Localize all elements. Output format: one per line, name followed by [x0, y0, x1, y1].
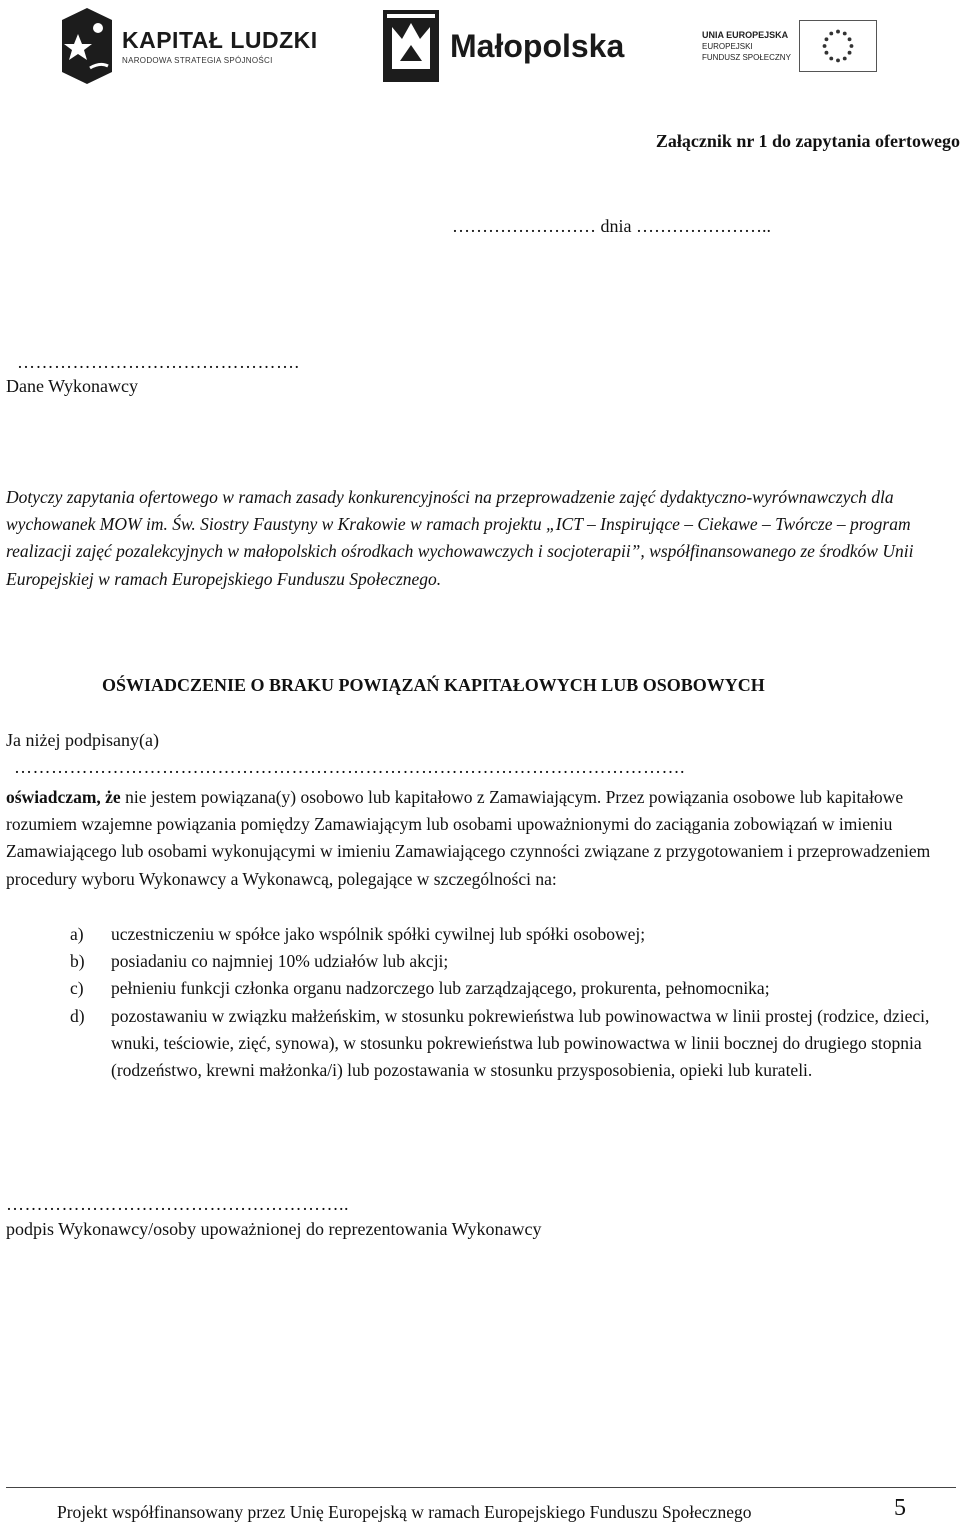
declaration-text: nie jestem powiązana(y) osobowo lub kapitałowo z Zamawiającym. Przez powiązania osobowe lub kapitałowe rozumiem wzajemne powiązania pomiędzy Zamawiającym lub osobami upoważnionymi do zaciągania zobowiązań w imieniu Zamawiającego lub osobami wykonującymi w imieniu Zamawiającego czynności związane z przygotowaniem i przeprowadzeniem procedury wyboru Wykonawcy a Wykonawcą, polegające w szczególności na:: [6, 787, 931, 889]
list-item-text: uczestniczeniu w spółce jako wspólnik spółki cywilnej lub spółki osobowej;: [111, 924, 646, 944]
list-item-marker: d): [70, 1005, 85, 1026]
undersigned-label: Ja niżej podpisany(a): [6, 730, 159, 750]
subject-paragraph: Dotyczy zapytania ofertowego w ramach zasady konkurencyjności na przeprowadzenie zajęć dydaktyczno-wyrównawczych dla wychowanek MOW im. Św. Siostry Faustyny w Krakowie w ramach projektu „ICT – Inspirujące – Ciekawe – Twórcze – program realizacji zajęć pozalekcyjnych w małopolskich ośrodkach wychowawczych i socjoterapii”, współfinansowanego ze środków Unii Europejskiej w ramach Europejskiego Funduszu Społecznego.: [6, 487, 914, 589]
kapital-ludzki-logo: [60, 4, 330, 88]
eu-logo-line2: EUROPEJSKI: [702, 41, 753, 51]
contractor-dots: ……………………………………….: [17, 352, 300, 372]
declaration-heading: OŚWIADCZENIE O BRAKU POWIĄZAŃ KAPITAŁOWYCH LUB OSOBOWYCH: [102, 675, 765, 695]
footer-divider: [6, 1487, 956, 1488]
eu-logo: [702, 4, 912, 88]
malopolska-logo: [382, 4, 652, 88]
footer-text: Projekt współfinansowany przez Unię Europejską w ramach Europejskiego Funduszu Społecznego: [57, 1502, 752, 1522]
list-item-text: posiadaniu co najmniej 10% udziałów lub akcji;: [111, 951, 449, 972]
eu-logo-line3: FUNDUSZ SPOŁECZNY: [702, 52, 791, 62]
eu-flag-icon: [799, 20, 877, 72]
kapital-ludzki-subtitle: NARODOWA STRATEGIA SPÓJNOŚCI: [122, 56, 273, 65]
kapital-ludzki-emblem-icon: [60, 6, 114, 86]
header-logos: [60, 0, 910, 92]
declaration-paragraph: [6, 784, 954, 893]
list-item: [70, 975, 950, 1002]
list-item-marker: c): [70, 978, 84, 999]
annex-title: Załącznik nr 1 do zapytania ofertowego: [655, 131, 960, 151]
list-item-marker: b): [70, 951, 85, 972]
list-item-text: pełnieniu funkcji członka organu nadzorczego lub zarządzającego, prokurenta, pełnomocnika;: [111, 978, 770, 999]
list-item: [70, 921, 950, 948]
list-item-text: pozostawaniu w związku małżeńskim, w stosunku pokrewieństwa lub powinowactwa w linii prostej (rodzice, dzieci, wnuki, teściowie, zięć, synowa), w stosunku pokrewieństwa lub powinowactwa w linii bocznej do drugiego stopnia (rodzeństwo, krewni małżonka/i) lub pozostawania w stosunku przysposobienia, opieki lub kurateli.: [111, 1005, 930, 1081]
name-dots: ……………………………………………………………………………………………….: [14, 757, 685, 777]
relations-list: [70, 921, 950, 1084]
eu-logo-line1: UNIA EUROPEJSKA: [702, 29, 789, 40]
eu-logo-text: [702, 30, 791, 63]
malopolska-emblem-icon: [382, 9, 440, 83]
list-item: [70, 948, 950, 975]
list-item: [70, 1003, 950, 1085]
page-number: 5: [894, 1495, 906, 1521]
kapital-ludzki-title: KAPITAŁ LUDZKI: [122, 27, 318, 53]
signature-label: podpis Wykonawcy/osoby upoważnionej do reprezentowania Wykonawcy: [6, 1219, 542, 1239]
date-line: …………………… dnia …………………..: [452, 216, 771, 236]
declaration-lead: oświadczam, że: [6, 787, 121, 807]
malopolska-title: Małopolska: [450, 27, 625, 64]
contractor-label: Dane Wykonawcy: [6, 376, 139, 396]
list-item-marker: a): [70, 924, 84, 944]
signature-dots: ………………………………………………..: [6, 1194, 349, 1214]
